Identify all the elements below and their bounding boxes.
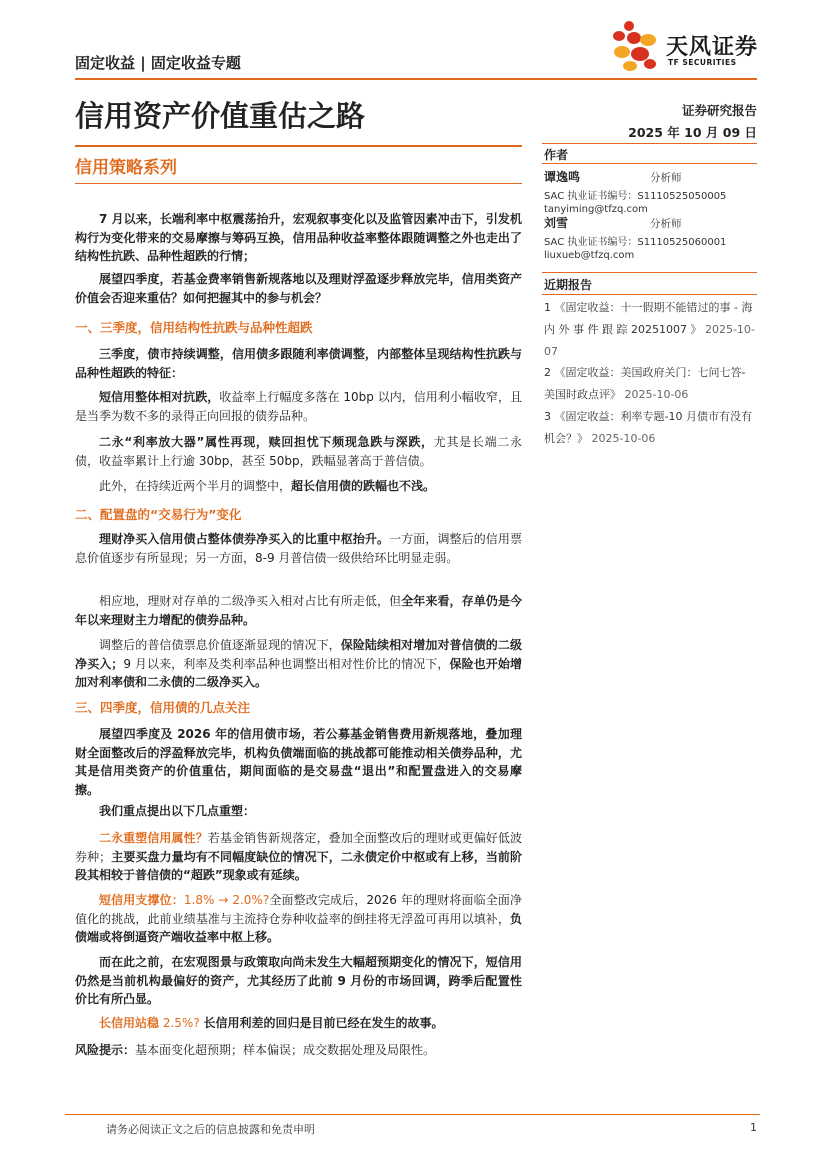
paragraph-lead: 二永重塑信用属性？ — [99, 831, 208, 845]
risk-warning — [75, 1041, 522, 1060]
section-1-para-1 — [75, 345, 522, 382]
summary-intro-2 — [75, 270, 522, 307]
logo-text-en: TF SECURITIES — [668, 58, 737, 67]
paragraph-emphasis: 全年来看，存单仍是今年以来理财主力增配的债券品种。 — [75, 594, 522, 627]
recent-report-date: 2025-10-06 — [591, 432, 656, 445]
risk-label: 风险提示： — [75, 1043, 136, 1057]
paragraph-lead: 二永“利率放大器”属性再现，赎回担忧下频现急跌与深跌， — [99, 435, 434, 449]
author-name: 刘雪 — [544, 216, 569, 230]
header-category: 固定收益 | 固定收益专题 — [75, 54, 241, 72]
paragraph-text: 调整后的普信债票息价值逐渐显现的情况下， — [99, 638, 341, 652]
author-license: SAC 执业证书编号：S1110525060001 — [544, 237, 727, 248]
paragraph-text: 尤其是长端二永债，收益率累计上行逾 30bp，甚至 50bp，跌幅显著高于普信债。 — [75, 435, 522, 468]
paragraph-lead: 短信用整体相对抗跌， — [99, 390, 220, 404]
section-2-para-2 — [75, 592, 522, 629]
recent-report-title[interactable]: 2 《固定收益：美国政府关门：七问七答-美国时政点评》 — [544, 366, 746, 401]
section-1-para-2 — [75, 388, 522, 425]
section-3-para-3 — [75, 829, 522, 885]
recent-report-item[interactable] — [544, 406, 756, 450]
paragraph-text: 全面整改完成后，2026 年的理财将面临全面净值化的挑战，此前业绩基准与主流持仓券种收益率的倒挂将无浮盈可再用以填补， — [75, 893, 522, 926]
paragraph-lead: 短信用支撑位： — [99, 893, 184, 907]
paragraph-emphasis: 负债端或将倒逼资产端收益率中枢上移。 — [75, 911, 522, 944]
recent-report-title[interactable]: 1 《固定收益：十一假期不能错过的事 - 海 内 外 事 件 跟 踪 20251007 》 — [544, 301, 753, 336]
paragraph-text: 收益率上行幅度多落在 10bp 以内，信用利小幅收窄，且是当季为数不多的录得正向回报的债券品种。 — [75, 390, 522, 423]
recent-heading: 近期报告 — [544, 278, 593, 292]
section-3-para-6 — [75, 1014, 522, 1033]
author-role: 分析师 — [650, 172, 682, 184]
paragraph: 展望四季度及 2026 年的信用债市场，若公募基金销售费用新规落地，叠加理财全面整改后的浮盈释放完毕，机构负债端面临的挑战都可能推动相关债券品种，尤其是信用类资产的价值重估，期间面临的是交易盘“退出”和配置盘进入的交易摩擦。 — [75, 727, 522, 797]
summary-intro — [75, 210, 522, 266]
author-name: 谭逸鸣 — [544, 170, 581, 184]
section-title-1: 一、三季度，信用结构性抗跌与品种性超跌 — [75, 320, 313, 335]
paragraph-emphasis: 保险也开始增加对利率债和二永债的二级净买入。 — [75, 656, 522, 689]
paragraph-emphasis: 保险陆续相对增加对普信债的二级净买入； — [75, 638, 522, 671]
section-title-3: 三、四季度，信用债的几点关注 — [75, 700, 251, 715]
header-divider — [75, 78, 757, 80]
paragraph-emphasis: 主要买盘力量均有不同幅度缺位的情况下，二永债定价中枢或有上移，当前阶段其相较于普信债的“超跌”现象或有延续。 — [75, 849, 522, 882]
recent-report-date: 2025-10-07 — [544, 323, 755, 358]
series-title: 信用策略系列 — [75, 158, 177, 178]
report-type: 证券研究报告 — [681, 103, 757, 118]
paragraph-text: 相应地，理财对存单的二级净买入相对占比有所走低，但 — [99, 594, 402, 608]
recent-report-item[interactable] — [544, 362, 756, 406]
section-3-para-5 — [75, 953, 522, 1009]
paragraph: 而在此之前，在宏观图景与政策取向尚未发生大幅超预期变化的情况下，短信用仍然是当前机构最偏好的资产，尤其经历了此前 9 月份的市场回调，跨季后配置性价比有所凸显。 — [75, 955, 522, 1006]
section-1-para-3 — [75, 433, 522, 470]
intro-paragraph-2: 展望四季度，若基金费率销售新规落地以及理财浮盈逐步释放完毕，信用类资产价值会否迎来重估？如何把握其中的参与机会？ — [75, 272, 522, 305]
paragraph-text: 一方面，调整后的信用票息价值逐步有所显现；另一方面，8-9 月普信债一级供给环比明显走弱。 — [75, 532, 522, 565]
paragraph-text: 9 月以来，利率及类利率品种也调整出相对性价比的情况下， — [123, 656, 450, 671]
paragraph: 我们重点提出以下几点重塑： — [99, 804, 256, 818]
page-title: 信用资产价值重估之路 — [75, 99, 366, 133]
paragraph-emphasis: 超长信用债的跌幅也不浅。 — [291, 479, 436, 493]
section-3-para-4 — [75, 891, 522, 947]
paragraph-text: 此外，在持续近两个半月的调整中， — [99, 479, 292, 493]
paragraph: 三季度，债市持续调整，信用债多跟随利率债调整，内部整体呈现结构性抗跌与品种性超跌的特征： — [75, 347, 522, 380]
intro-paragraph: 7 月以来，长端利率中枢震荡抬升，宏观叙事变化以及监管因素冲击下，引发机构行为变化带来的交易摩擦与筹码互换，信用品种收益率整体跟随调整之外也走出了结构性抗跌、品种性超跌的行情； — [75, 212, 522, 263]
risk-text: 基本面变化超预期；样本偏误；成交数据处理及局限性。 — [135, 1043, 436, 1057]
paragraph-lead: 理财净买入信用债占整体债券净买入的比重中枢抬升。 — [99, 532, 390, 546]
title-divider — [75, 145, 522, 147]
footer-disclaimer: 请务必阅读正文之后的信息披露和免责申明 — [106, 1123, 315, 1136]
section-2-para-1 — [75, 530, 522, 567]
author-license: SAC 执业证书编号：S1110525050005 — [544, 191, 727, 202]
section-3-para-1 — [75, 725, 522, 799]
footer-divider — [65, 1114, 760, 1115]
paragraph-emphasis: 长信用利差的回归是目前已经在发生的故事。 — [203, 1016, 444, 1030]
section-title-2: 二、配置盘的“交易行为”变化 — [75, 507, 242, 522]
recent-divider-top — [542, 272, 757, 273]
logo-text-cn: 天风证券 — [666, 35, 759, 60]
section-2-para-3 — [75, 636, 522, 692]
paragraph-range: 1.8% → 2.0%? — [183, 893, 270, 907]
paragraph-lead: 长信用站稳 — [99, 1016, 160, 1030]
author-role: 分析师 — [650, 218, 682, 230]
authors-divider — [542, 163, 757, 164]
author-email[interactable]: tanyiming@tfzq.com — [544, 204, 648, 215]
recent-divider — [542, 294, 757, 295]
section-3-para-2 — [75, 802, 522, 821]
recent-report-date: 2025-10-06 — [624, 388, 689, 401]
paragraph-text: 若基金销售新规落定，叠加全面整改后的理财或更偏好低波券种； — [75, 831, 522, 864]
page-number: 1 — [750, 1121, 757, 1134]
author-email[interactable]: liuxueb@tfzq.com — [544, 250, 635, 261]
recent-report-title[interactable]: 3 《固定收益：利率专题-10 月债市有没有机会？》 — [544, 410, 752, 445]
paragraph-rate: 2.5%? — [162, 1016, 200, 1030]
report-date: 2025 年 10 月 09 日 — [628, 125, 757, 140]
section-1-para-4 — [75, 477, 522, 496]
authors-heading: 作者 — [544, 148, 569, 162]
recent-report-item[interactable] — [544, 297, 756, 363]
series-divider — [75, 183, 522, 184]
authors-divider-top — [542, 143, 757, 144]
